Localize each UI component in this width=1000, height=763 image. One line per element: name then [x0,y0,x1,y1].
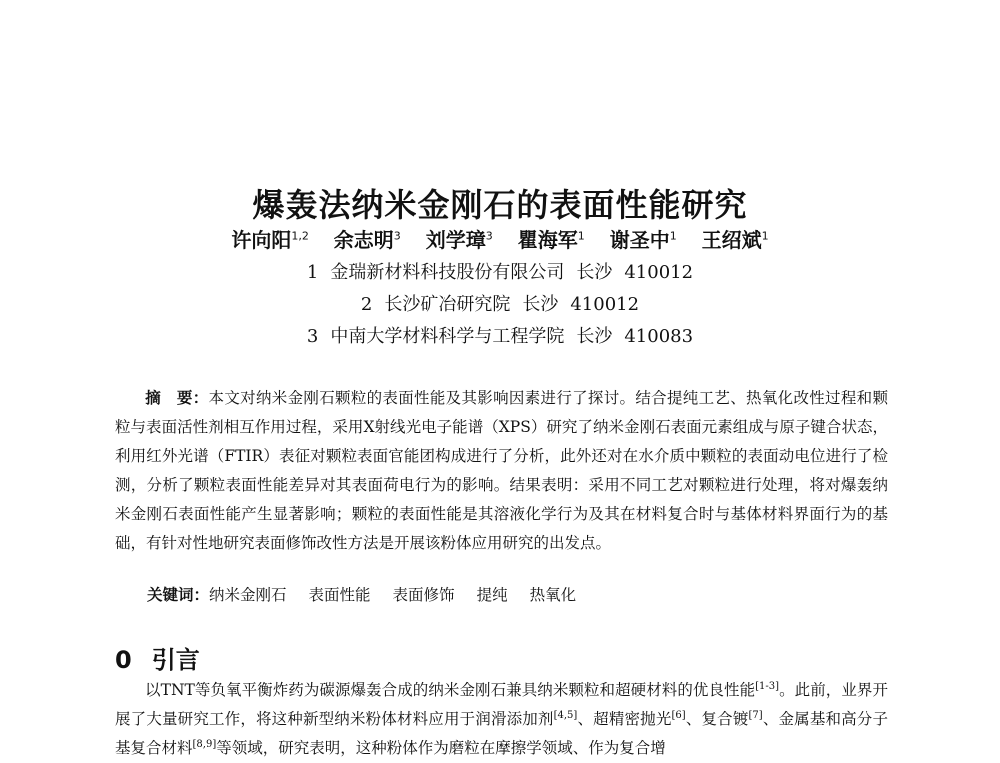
affiliation: 1 金瑞新材料科技股份有限公司 长沙 410012 [306,262,694,283]
citation: [6] [671,709,686,721]
citation: [7] [748,709,763,721]
keywords [147,583,598,605]
intro-paragraph: 以TNT等负氧平衡炸药为碳源爆轰合成的纳米金刚石兼具纳米颗粒和超硬材料的优良性能[1-3]。此前，业界开展了大量研究工作，将这种新型纳米粉体材料应用于润滑添加剂[4,5]、超精密抛光[6]、复合镀[7]、金属基和高分子基复合材料[8,9]等领域，研究表明，这种粉体作为磨粒在摩擦学领域、作为复合增 [115,680,888,757]
paper-title: 爆轰法纳米金刚石的表面性能研究 [252,186,748,224]
keyword: 表面性能 [308,586,371,604]
author: 余志明$^3$ [333,228,401,252]
abstract [115,384,888,558]
affiliation: 2 长沙矿冶研究院 长沙 410012 [360,294,640,315]
author: 王绍斌$^1$ [701,228,769,252]
section-number: 0 [115,646,132,674]
citation: [8,9] [192,738,217,750]
citation: [1-3] [755,680,780,692]
keyword: 提纯 [476,586,508,604]
author: 谢圣中$^1$ [609,228,677,252]
section-heading [115,640,200,675]
abstract-label: 摘 要： [145,389,209,407]
keywords-label: 关键词： [147,586,210,604]
author: 许向阳$^{1,2}$ [231,228,309,252]
keyword: 表面修饰 [392,586,455,604]
author: 刘学璋$^3$ [425,228,493,252]
keyword: 纳米金刚石 [209,586,287,604]
author: 瞿海军$^1$ [517,228,585,252]
section-title: 引言 [151,646,200,674]
abstract-text: 本文对纳米金刚石颗粒的表面性能及其影响因素进行了探讨。结合提纯工艺、热氧化改性过程和颗粒与表面活性剂相互作用过程，采用X射线光电子能谱（XPS）研究了纳米金刚石表面元素组成与原子键合状态，利用红外光谱（FTIR）表征对颗粒表面官能团构成进行了分析，此外还对在水介质中颗粒的表面动电位进行了检测，分析了颗粒表面性能差异对其表面荷电行为的影响。结果表明：采用不同工艺对颗粒进行处理，将对爆轰纳米金刚石表面性能产生显著影响；颗粒的表面性能是其溶液化学行为及其在材料复合时与基体材料界面行为的基础，有针对性地研究表面修饰改性方法是开展该粉体应用研究的出发点。 [115,389,888,552]
keyword: 热氧化 [529,586,577,604]
citation: [4,5] [553,709,578,721]
affiliation: 3 中南大学材料科学与工程学院 长沙 410083 [306,326,694,347]
author-list [0,224,1000,253]
